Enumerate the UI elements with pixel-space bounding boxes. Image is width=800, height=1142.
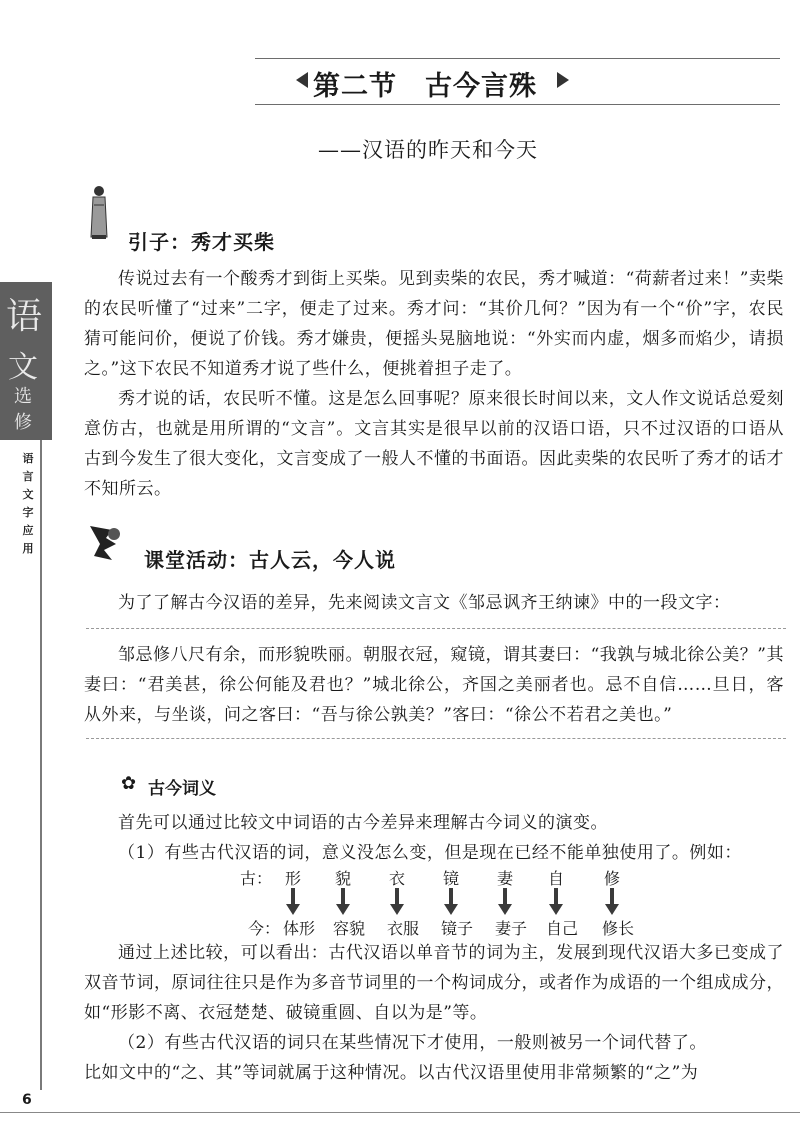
quote-bottom-divider <box>86 738 786 739</box>
ancient-word: 镜 <box>442 869 459 888</box>
down-arrow-icon <box>286 888 300 916</box>
right-triangle-icon <box>557 72 569 88</box>
down-arrow-icon <box>549 888 563 916</box>
header-bottom-rule <box>255 104 780 105</box>
classical-quote: 邹忌修八尺有余，而形貌昳丽。朝服衣冠，窥镜，谓其妻曰：“我孰与城北徐公美？”其妻曰：“君美甚，徐公何能及君也？”城北徐公，齐国之美丽者也。忌不自信……旦日，客从外来，与坐谈，问之客曰：“吾与徐公孰美？”客曰：“徐公不若君之美也。” <box>84 645 784 725</box>
down-arrow-icon <box>444 888 458 916</box>
modern-word: 妻子 <box>494 919 527 938</box>
ancient-word: 修 <box>603 869 620 888</box>
section1-paragraph-2: 秀才说的话，农民听不懂。这是怎么回事呢？原来很长时间以来，文人作文说话总爱刻意仿古，也就是用所谓的“文言”。文言其实是很早以前的汉语口语，只不过汉语的口语从古到今发生了很大变化，文言变成了一般人不懂的书面语。因此卖柴的农民听了秀才的话才不知所云。 <box>84 389 784 499</box>
ancient-word: 貌 <box>334 869 351 888</box>
section3-heading: 古今词义 <box>148 779 216 799</box>
side-char-2: 文 <box>8 350 38 385</box>
footer-rule <box>0 1112 800 1113</box>
section2-heading: 课堂活动：古人云，今人说 <box>144 548 396 572</box>
modern-word: 容貌 <box>332 919 365 938</box>
section2-intro: 为了了解古今汉语的差异，先来阅读文言文《邹忌讽齐王纳谏》中的一段文字： <box>118 593 731 613</box>
modern-word: 镜子 <box>440 919 473 938</box>
section3-paragraph-3: 通过上述比较，可以看出：古代汉语以单音节的词为主，发展到现代汉语大多已变成了双音节词，原词往往只是作为多音节词里的一个构词成分，或者作为成语的一个组成成分，如“形影不离、衣冠楚楚、破镜重圆、自以为是”等。 <box>84 943 784 1023</box>
down-arrow-icon <box>498 888 512 916</box>
side-category: 语言文字应用 <box>22 452 34 555</box>
section3-paragraph-1: 首先可以通过比较文中词语的古今差异来理解古今词义的演变。 <box>118 813 608 833</box>
speaker-face-icon <box>86 520 126 564</box>
section1-paragraph-1: 传说过去有一个酸秀才到街上买柴。见到卖柴的农民，秀才喊道：“荷薪者过来！”卖柴的农民听懂了“过来”二字，便走了过来。秀才问：“其价几何？”因为有一个“价”字，农民猜可能问价，便说了价钱。秀才嫌贵，便摇头晃脑地说：“外实而内虚，烟多而焰少，请损之。”这下农民不知道秀才说了些什么，便挑着担子走了。 <box>84 269 784 379</box>
modern-word: 自己 <box>545 919 578 938</box>
scholar-icon <box>88 185 110 241</box>
ancient-label: 古： <box>240 869 273 888</box>
modern-word: 修长 <box>601 919 634 938</box>
section3-paragraph-5: 比如文中的“之、其”等词就属于这种情况。以古代汉语里使用非常频繁的“之”为 <box>84 1063 699 1083</box>
section3-paragraph-4: （2）有些古代汉语的词只在某些情况下才使用，一般则被另一个词代替了。 <box>118 1033 707 1053</box>
section-title: 第二节 古今言殊 <box>313 71 537 102</box>
side-char-1: 语 <box>6 296 43 337</box>
flower-icon: ✿ <box>121 773 137 794</box>
ancient-word: 妻 <box>496 869 513 888</box>
quote-top-divider <box>86 628 786 629</box>
modern-word: 体形 <box>282 919 315 938</box>
ancient-word: 自 <box>547 869 564 888</box>
side-tab <box>0 282 52 440</box>
side-strip <box>40 440 42 1090</box>
down-arrow-icon <box>336 888 350 916</box>
modern-label: 今： <box>248 919 281 938</box>
section1-heading: 引子：秀才买柴 <box>128 230 275 254</box>
page-number: 6 <box>22 1092 32 1108</box>
section3-paragraph-2: （1）有些古代汉语的词，意义没怎么变，但是现在已经不能单独使用了。例如： <box>118 843 742 863</box>
side-char-4: 修 <box>14 412 32 433</box>
down-arrow-icon <box>605 888 619 916</box>
side-char-3: 选 <box>14 386 32 407</box>
modern-word: 衣服 <box>386 919 419 938</box>
ancient-word: 衣 <box>388 869 405 888</box>
ancient-word: 形 <box>284 869 301 888</box>
section-subtitle: ——汉语的昨天和今天 <box>318 138 538 162</box>
down-arrow-icon <box>390 888 404 916</box>
header-top-rule <box>255 58 780 59</box>
